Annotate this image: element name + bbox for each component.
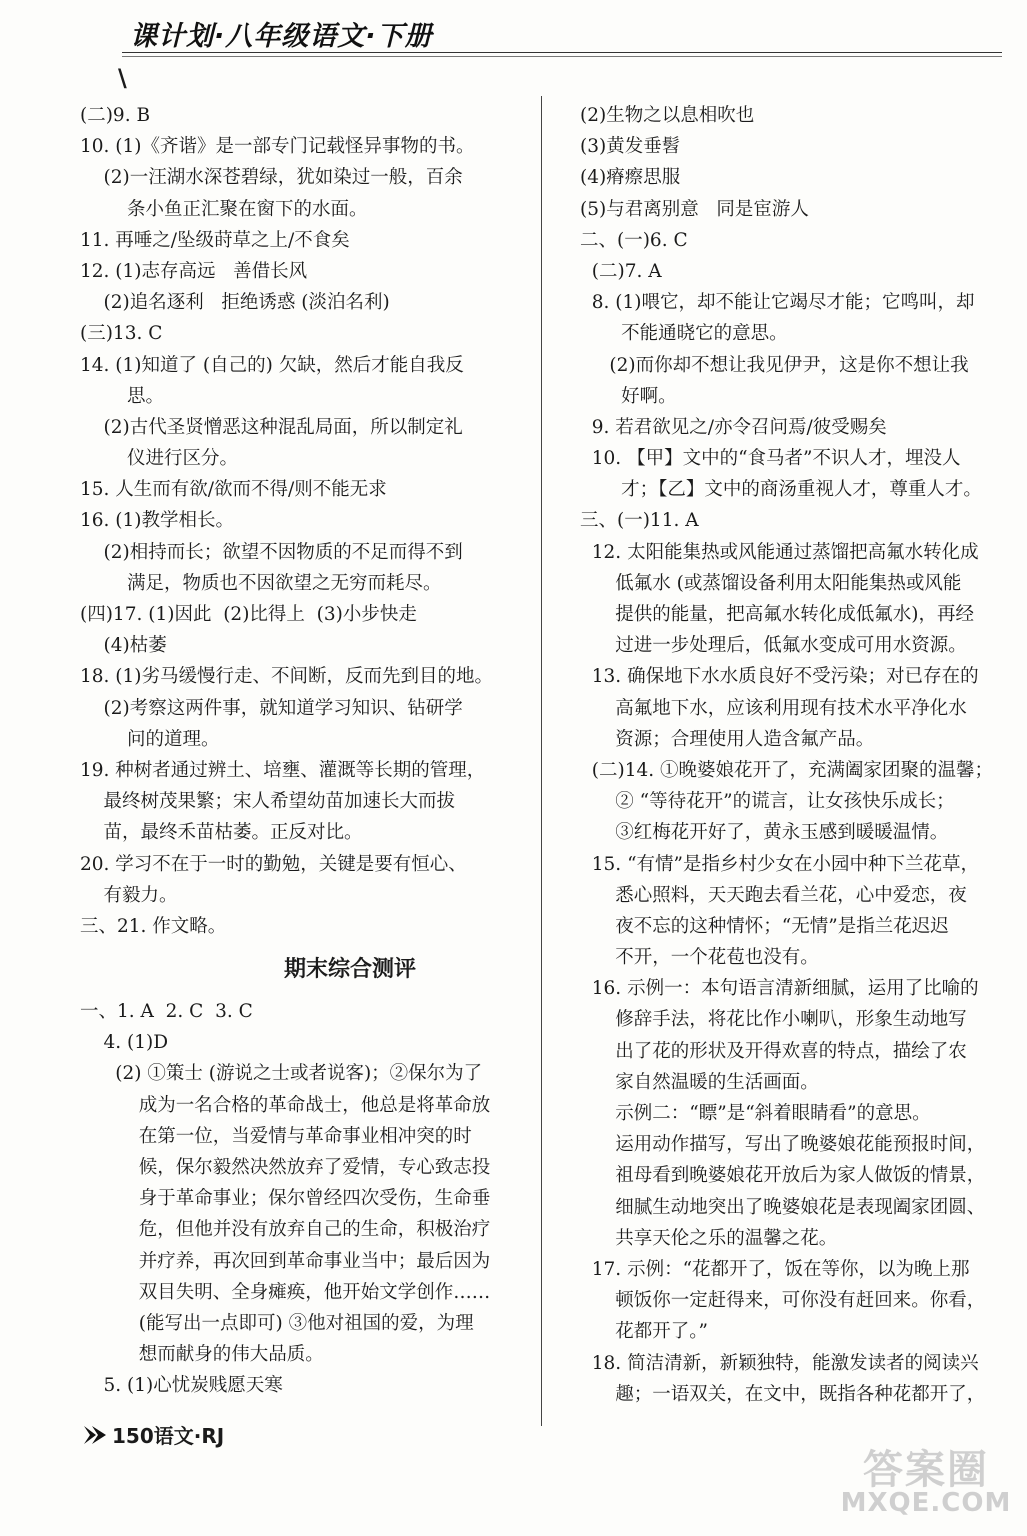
column-divider — [541, 96, 542, 1426]
answer-line: 16. (1)教学相长。 — [80, 510, 235, 532]
answer-line: 才；【乙】文中的商汤重视人才，尊重人才。 — [580, 479, 982, 501]
answer-line: 不开，一个花苞也没有。 — [580, 947, 819, 969]
watermark — [836, 1447, 1016, 1530]
answer-line: ② “等待花开”的谎言，让女孩快乐成长； — [580, 791, 955, 813]
answer-line: 10. 【甲】文中的“食马者”不识人才，埋没人 — [580, 448, 961, 470]
answer-line: (3)黄发垂髫 — [580, 136, 681, 158]
answer-line: 有毅力。 — [80, 884, 178, 906]
answer-line: 提供的能量，把高氟水转化成低氟水)，再经 — [580, 604, 975, 625]
answer-line: 三、(一)11. A — [580, 510, 699, 532]
header-rule-thin — [122, 56, 1002, 57]
answer-line: 细腻生动地突出了晚婆娘花是表现阖家团圆、 — [580, 1196, 986, 1218]
answer-line: 三、21. 作文略。 — [80, 915, 227, 937]
answer-line: 好啊。 — [580, 385, 677, 407]
answer-line: 想而献身的伟大品质。 — [80, 1344, 324, 1366]
answer-line: 8. (1)喂它，却不能让它竭尽才能；它鸣叫，却 — [580, 292, 975, 314]
answer-line: 18. 简洁清新，新颖独特，能激发读者的阅读兴 — [580, 1352, 979, 1374]
corner-mark: \ — [118, 64, 127, 92]
watermark-bottom: MXQE.COM — [840, 1488, 1012, 1518]
answer-line: 危，但他并没有放弃自己的生命，积极治疗 — [80, 1219, 491, 1241]
answer-line: 一、1. A 2. C 3. C — [80, 1001, 253, 1023]
answer-line: 运用动作描写，写出了晚婆娘花能预报时间， — [580, 1134, 986, 1156]
answer-line: 18. (1)劣马缓慢行走、不间断，反而先到目的地。 — [80, 666, 494, 688]
answer-line: 仪进行区分。 — [80, 448, 239, 470]
page-header-title: 课计划·八年级语文·下册 — [130, 21, 433, 52]
answer-line: 条小鱼正汇聚在窗下的水面。 — [80, 198, 368, 220]
answer-line: 出了花的形状及开得欢喜的特点，描绘了农 — [580, 1040, 967, 1062]
answer-line: 最终树茂果繁；宋人希望幼苗加速长大而拔 — [80, 791, 456, 813]
right-answer-lines — [580, 100, 1000, 1410]
answer-line: 双目失明、全身瘫痪，他开始文学创作…… — [80, 1281, 491, 1303]
watermark-top: 答案圈 — [863, 1447, 989, 1493]
left-column — [80, 100, 520, 1402]
answer-line: (2)生物之以息相吹也 — [580, 105, 755, 126]
answer-line: 高氟地下水，应该利用现有技术水平净化水 — [580, 697, 967, 719]
answer-line: 候，保尔毅然决然放弃了爱情，专心致志投 — [80, 1157, 491, 1178]
answer-line: 13. 确保地下水水质良好不受污染；对已存在的 — [580, 666, 979, 688]
answer-line: (2)相持而长；欲望不因物质的不足而得不到 — [80, 541, 463, 563]
answer-line: 在第一位，当爱情与革命事业相冲突的时 — [80, 1125, 472, 1147]
right-column — [580, 100, 1000, 1410]
answer-line: 共享天伦之乐的温馨之花。 — [580, 1227, 838, 1249]
answer-line: (二)14. ①晚婆娘花开了，充满阖家团聚的温馨； — [580, 759, 993, 781]
answer-line: 12. (1)志存高远 善借长风 — [80, 260, 308, 282]
answer-line: 14. (1)知道了 (自己的) 欠缺，然后才能自我反 — [80, 354, 464, 376]
answer-line: (2)一汪湖水深苍碧绿，犹如染过一般，百余 — [80, 167, 463, 189]
answer-line: 9. 若君欲见之/亦令召问焉/彼受赐矣 — [580, 416, 887, 438]
answer-line: 家自然温暖的生活画面。 — [580, 1071, 819, 1093]
answer-line: 满足，物质也不因欲望之无穷而耗尽。 — [80, 572, 442, 594]
answer-line: 并疗养，再次回到革命事业当中；最后因为 — [80, 1250, 491, 1272]
answer-line: (4)枯萎 — [80, 635, 167, 657]
answer-line: 4. (1)D — [80, 1032, 169, 1054]
answer-line: 15. “有情”是指乡村少女在小园中种下兰花草， — [580, 853, 979, 875]
answer-line: (二)9. B — [80, 105, 151, 126]
page-footer — [82, 1420, 224, 1449]
arrow-icon — [82, 1424, 108, 1446]
answer-line: 示例二：“瞟”是“斜着眼睛看”的意思。 — [580, 1103, 931, 1124]
answer-line: 10. (1)《齐谐》是一部专门记载怪异事物的书。 — [80, 136, 475, 158]
answer-line: (2)古代圣贤憎恶这种混乱局面，所以制定礼 — [80, 416, 463, 438]
answer-line: 11. 再唾之/坠级莳草之上/不食矣 — [80, 229, 350, 251]
answer-line: (5)与君离别意 同是宦游人 — [580, 198, 809, 220]
answer-line: 16. 示例一：本句语言清新细腻，运用了比喻的 — [580, 978, 979, 1000]
answer-line: 15. 人生而有欲/欲而不得/则不能无求 — [80, 479, 387, 501]
left-answer-lines-after — [80, 996, 520, 1401]
answer-line: 资源；合理使用人造含氟产品。 — [580, 728, 875, 750]
answer-line: (4)瘠瘵思服 — [580, 167, 681, 189]
answer-line: 趣；一语双关，在文中，既指各种花都开了， — [580, 1383, 986, 1405]
header-rule — [122, 52, 1002, 53]
answer-line: 苗，最终禾苗枯萎。正反对比。 — [80, 822, 363, 844]
answer-line: 20. 学习不在于一时的勤勉，关键是要有恒心、 — [80, 853, 467, 875]
answer-line: 问的道理。 — [80, 728, 220, 750]
answer-line: (2)追名逐利 拒绝诱惑 (淡泊名利) — [80, 292, 390, 314]
answer-line: 二、(一)6. C — [580, 229, 688, 251]
answer-line: 5. (1)心忧炭贱愿天寒 — [80, 1375, 283, 1397]
answer-line: 身于革命事业；保尔曾经四次受伤，生命垂 — [80, 1188, 491, 1210]
answer-line: 12. 太阳能集热或风能通过蒸馏把高氟水转化成 — [580, 541, 979, 563]
answer-line: (2)而你却不想让我见伊尹，这是你不想让我 — [580, 354, 969, 376]
page-number-label: 150语文·RJ — [112, 1424, 225, 1448]
answer-line: 成为一名合格的革命战士，他总是将革命放 — [80, 1094, 491, 1116]
answer-line: 花都开了。” — [580, 1321, 708, 1343]
answer-line: (能写出一点即可) ③他对祖国的爱，为理 — [80, 1312, 474, 1334]
answer-line: (2)考察这两件事，就知道学习知识、钻研学 — [80, 697, 463, 719]
answer-line: 顿饭你一定赶得来，可你没有赶回来。你看， — [580, 1290, 986, 1312]
answer-line: 祖母看到晚婆娘花开放后为家人做饭的情景， — [580, 1165, 986, 1187]
answer-line: (三)13. C — [80, 323, 163, 345]
answer-line: 修辞手法，将花比作小喇叭，形象生动地写 — [580, 1009, 967, 1031]
answer-line: 低氟水 (或蒸馏设备利用太阳能集热或风能 — [580, 572, 962, 594]
answer-line: 过进一步处理后，低氟水变成可用水资源。 — [580, 635, 967, 657]
answer-line: (2) ①策士 (游说之士或者说客)；②保尔为了 — [80, 1063, 483, 1085]
left-answer-lines — [80, 100, 520, 942]
answer-line: 17. 示例：“花都开了，饭在等你，以为晚上那 — [580, 1258, 970, 1280]
answer-line: 不能通晓它的意思。 — [580, 323, 788, 345]
answer-line: (二)7. A — [580, 260, 662, 282]
answer-line: (四)17. (1)因此 (2)比得上 (3)小步快走 — [80, 604, 417, 625]
answer-line: 夜不忘的这种情怀；“无情”是指兰花迟迟 — [580, 915, 949, 937]
answer-line: 19. 种树者通过辨土、培壅、灌溉等长期的管理， — [80, 759, 486, 781]
answer-line: 悉心照料，天天跑去看兰花，心中爱恋，夜 — [580, 884, 967, 906]
answer-line: ③红梅花开好了，黄永玉感到暖暖温情。 — [580, 822, 949, 844]
answer-line: 思。 — [80, 385, 165, 407]
section-title: 期末综合测评 — [283, 957, 416, 983]
